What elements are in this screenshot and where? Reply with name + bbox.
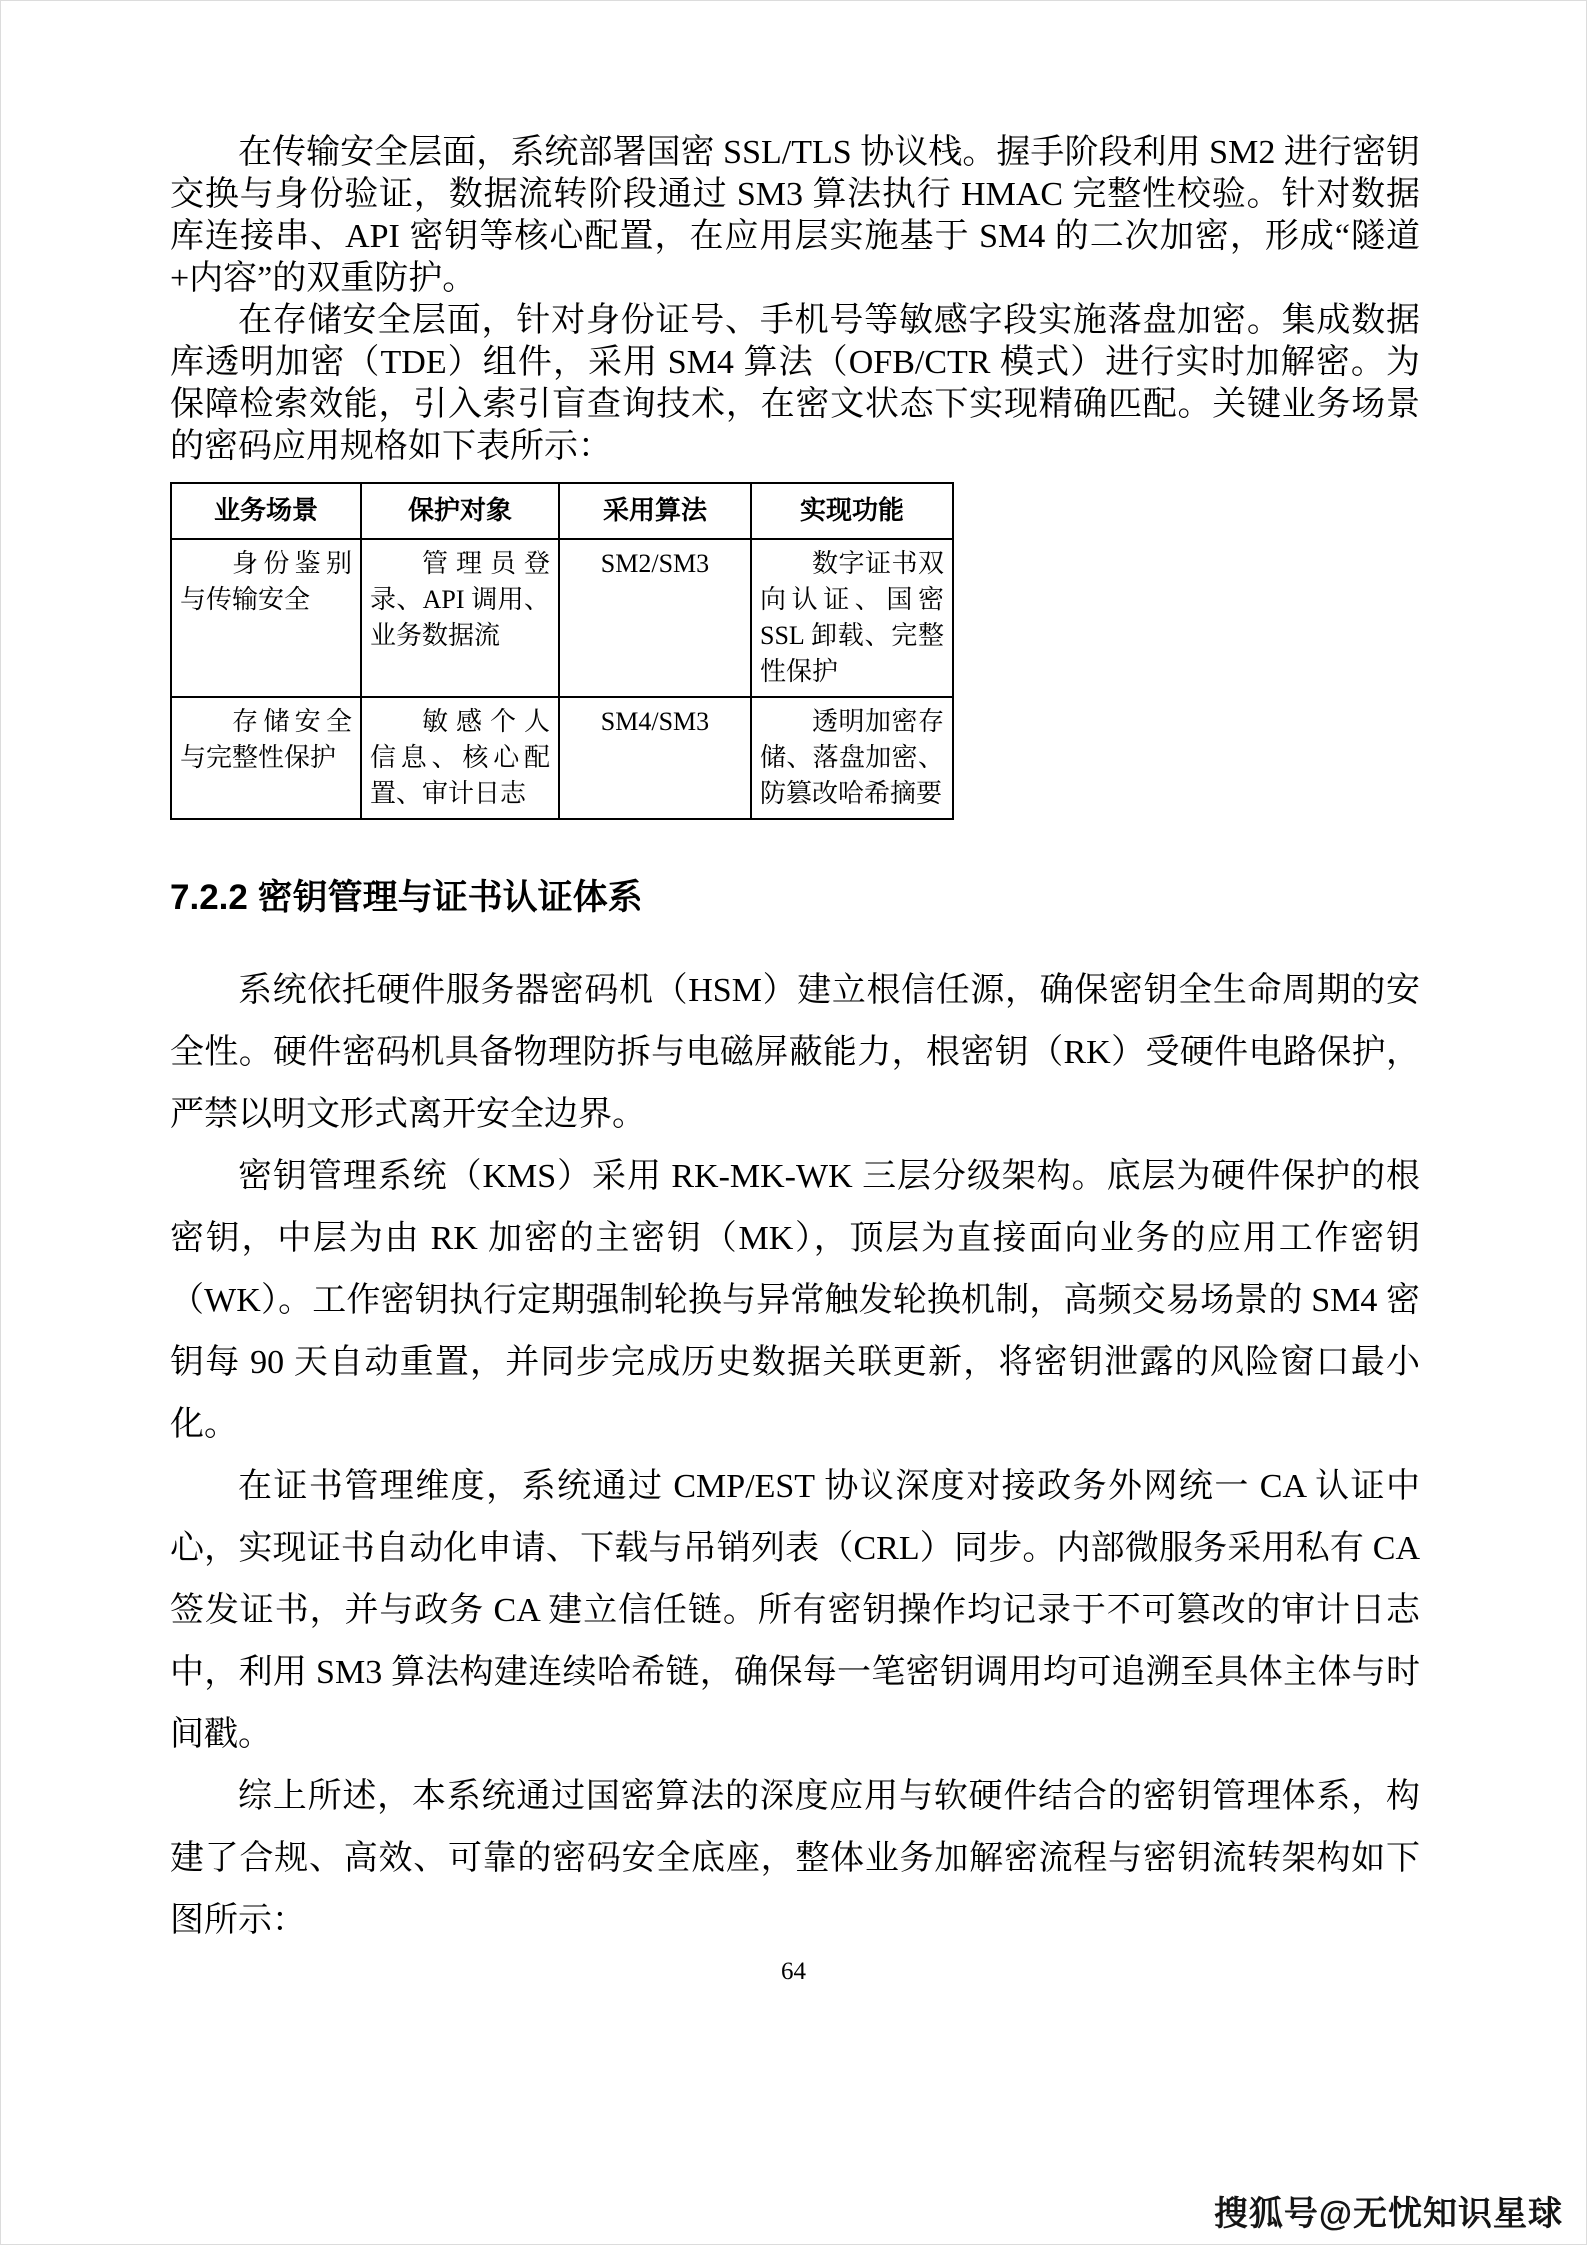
cell-function-identity: 数字证书双向认证、国密 SSL 卸载、完整性保护 bbox=[751, 539, 953, 697]
paragraph-certificate-management: 在证书管理维度，系统通过 CMP/EST 协议深度对接政务外网统一 CA 认证中心，实现证书自动化申请、下载与吊销列表（CRL）同步。内部微服务采用私有 CA 签发证书，并与政务 CA 建立信任链。所有密钥操作均记录于不可篡改的审计日志中，利用 SM3 算法构建连续哈希链，确保每一笔密钥调用均可追溯至具体主体与时间戳。 bbox=[170, 1468, 1420, 1753]
table-row bbox=[171, 697, 953, 819]
paragraph-kms-hierarchy: 密钥管理系统（KMS）采用 RK-MK-WK 三层分级架构。底层为硬件保护的根密钥，中层为由 RK 加密的主密钥（MK），顶层为直接面向业务的应用工作密钥（WK）。工作密钥执行定期强制轮换与异常触发轮换机制，高频交易场景的 SM4 密钥每 90 天自动重置，并同步完成历史数据关联更新，将密钥泄露的风险窗口最小化。 bbox=[170, 1158, 1420, 1443]
watermark-text: 搜狐号@无忧知识星球 bbox=[1213, 2195, 1563, 2233]
cell-target-identity: 管理员登录、API 调用、业务数据流 bbox=[361, 539, 559, 697]
cell-scene-storage: 存储安全与完整性保护 bbox=[171, 697, 361, 819]
section-heading-7-2-2: 7.2.2 密钥管理与证书认证体系 bbox=[170, 878, 643, 917]
paragraph-summary: 综上所述，本系统通过国密算法的深度应用与软硬件结合的密钥管理体系，构建了合规、高效、可靠的密码安全底座，整体业务加解密流程与密钥流转架构如下图所示： bbox=[170, 1778, 1420, 1939]
page-number: 64 bbox=[781, 1958, 806, 1985]
table-header-row bbox=[171, 483, 953, 539]
table-header-business-scene: 业务场景 bbox=[171, 483, 361, 539]
cell-algorithm-identity: SM2/SM3 bbox=[559, 539, 751, 697]
table-header-protect-target: 保护对象 bbox=[361, 483, 559, 539]
cell-scene-identity: 身份鉴别与传输安全 bbox=[171, 539, 361, 697]
table-header-algorithm: 采用算法 bbox=[559, 483, 751, 539]
paragraph-transport-security: 在传输安全层面，系统部署国密 SSL/TLS 协议栈。握手阶段利用 SM2 进行密钥交换与身份验证，数据流转阶段通过 SM3 算法执行 HMAC 完整性校验。针对数据库连接串、API 密钥等核心配置，在应用层实施基于 SM4 的二次加密，形成“隧道+内容”的双重防护。 bbox=[170, 134, 1420, 297]
crypto-application-spec-table bbox=[170, 482, 954, 820]
document-body bbox=[170, 132, 1420, 1952]
table-header-function: 实现功能 bbox=[751, 483, 953, 539]
cell-target-storage: 敏感个人信息、核心配置、审计日志 bbox=[361, 697, 559, 819]
cell-algorithm-storage: SM4/SM3 bbox=[559, 697, 751, 819]
cell-function-storage: 透明加密存储、落盘加密、防篡改哈希摘要 bbox=[751, 697, 953, 819]
paragraph-storage-security: 在存储安全层面，针对身份证号、手机号等敏感字段实施落盘加密。集成数据库透明加密（TDE）组件，采用 SM4 算法（OFB/CTR 模式）进行实时加解密。为保障检索效能，引入索引盲查询技术，在密文状态下实现精确匹配。关键业务场景的密码应用规格如下表所示： bbox=[170, 302, 1420, 465]
paragraph-hsm-root-trust: 系统依托硬件服务器密码机（HSM）建立根信任源，确保密钥全生命周期的安全性。硬件密码机具备物理防拆与电磁屏蔽能力，根密钥（RK）受硬件电路保护，严禁以明文形式离开安全边界。 bbox=[170, 972, 1420, 1133]
table-row bbox=[171, 539, 953, 697]
